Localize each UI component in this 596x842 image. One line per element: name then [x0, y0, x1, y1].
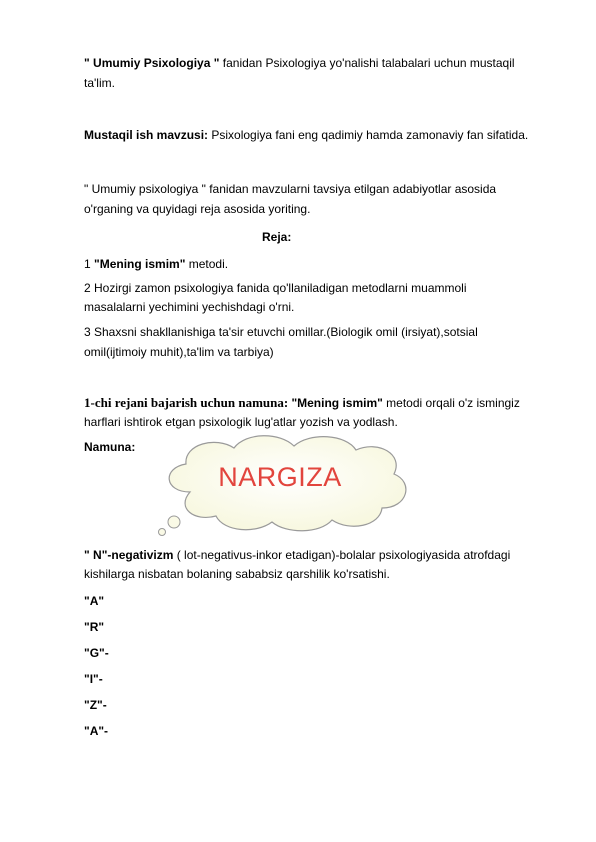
letter-item: "I"- — [84, 672, 103, 686]
topic-text: Psixologiya fani eng qadimiy hamda zamonaviy fan sifatida. — [208, 128, 529, 142]
subject-line-cont: ta'lim. — [84, 76, 115, 90]
subject-title: " Umumiy Psixologiya " — [84, 56, 220, 70]
sample-lead-heading: 1-chi rejani bajarish uchun namuna: — [84, 395, 292, 410]
plan-item-1-number: 1 — [84, 257, 95, 271]
subject-text: fanidan Psixologiya yo'nalishi talabalari uchun mustaqil — [219, 56, 515, 70]
plan-item-1 — [84, 257, 228, 271]
definition-term: negativizm — [111, 548, 174, 562]
sample-label: Namuna: — [84, 440, 136, 454]
letter-item: "R" — [84, 620, 105, 634]
plan-title: Reja: — [262, 230, 292, 244]
cloud-name-word: NARGIZA — [218, 462, 342, 492]
topic-label: Mustaqil ish mavzusi: — [84, 128, 209, 142]
letter-item: "G"- — [84, 646, 109, 660]
topic-line — [84, 128, 528, 142]
plan-item-3-line-1: 3 Shaxsni shakllanishiga ta'sir etuvchi omillar.(Biologik omil (irsiyat),sotsial — [84, 325, 478, 339]
letter-item: "Z"- — [84, 698, 107, 712]
letter-item: "A"- — [84, 724, 109, 738]
sample-line-2: harflari ishtirok etgan psixologik lug'atlar yozish va yodlash. — [84, 415, 398, 429]
sample-lead-text: metodi orqali o'z ismingiz — [382, 396, 520, 410]
plan-item-1-title: "Mening ismim" — [94, 257, 186, 271]
plan-item-1-text: metodi. — [185, 257, 229, 271]
sample-method-name: "Mening ismim" — [291, 396, 383, 410]
definition-text: ( lot-negativus-inkor etadigan)-bolalar psixologiyasida atrofdagi — [173, 548, 511, 562]
letter-item: "A" — [84, 594, 105, 608]
definition-letter: " N"- — [84, 548, 112, 562]
definition-line-1 — [84, 548, 510, 562]
subject-line — [84, 56, 515, 70]
plan-item-2-line-1: 2 Hozirgi zamon psixologiya fanida qo'llaniladigan metodlarni muammoli — [84, 281, 467, 295]
definition-line-2: kishilarga nisbatan bolaning sababsiz qarshilik ko'rsatishi. — [84, 567, 390, 581]
intro-line-1: " Umumiy psixologiya " fanidan mavzularni tavsiya etilgan adabiyotlar asosida — [84, 182, 497, 196]
intro-line-2: o'rganing va quyidagi reja asosida yoriting. — [84, 202, 311, 216]
sample-lead-line — [84, 396, 520, 410]
plan-item-3-line-2: omil(ijtimoiy muhit),ta'lim va tarbiya) — [84, 345, 274, 359]
plan-item-2-line-2: masalalarni yechimini yechishdagi o'rni. — [84, 300, 295, 314]
